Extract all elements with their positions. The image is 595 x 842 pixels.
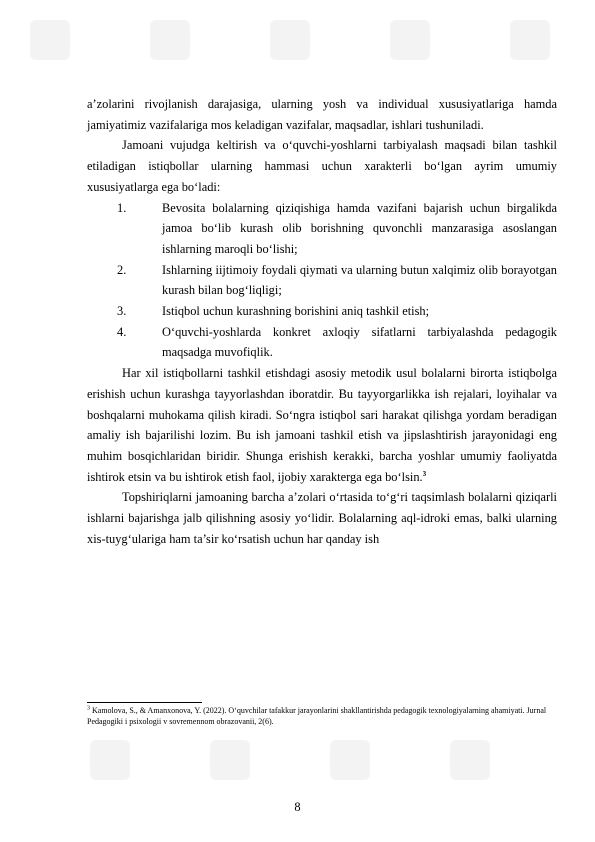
watermark-tile bbox=[450, 740, 490, 780]
footnote-separator bbox=[87, 702, 202, 703]
paragraph-collective: Jamoani vujudga keltirish va o‘quvchi-yoshlarni tarbiyalash maqsadi bilan tashkil etiladigan istiqbollar ularning hammasi uchun xarakterli bo‘lgan ayrim umumiy xususiyatlarga ega bo‘ladi: bbox=[87, 138, 557, 194]
watermark-tile bbox=[270, 20, 310, 60]
list-item bbox=[87, 322, 557, 363]
paragraph-continuation: a’zolarini rivojlanish darajasiga, ularning yosh va individual xususiyatlariga hamda jamiyatimiz vazifalariga mos keladigan vazifalar, maqsadlar, ishlari tushuniladi. bbox=[87, 97, 557, 132]
list-number: 2. bbox=[117, 262, 127, 277]
list-item bbox=[87, 301, 557, 322]
list-number: 1. bbox=[117, 200, 127, 215]
paragraph-assignments: Topshiriqlarni jamoaning barcha a’zolari o‘rtasida to‘g‘ri taqsimlash bolalarni qiziqarli ishlarni bajarishga jalb qilishning asosiy yo‘lidir. Bolalarning aql-idroki emas, balki ularning xis-tuyg‘ulariga ham ta’sir ko‘rsatish uchun har qanday ish bbox=[87, 490, 557, 546]
list-number: 3. bbox=[117, 304, 127, 319]
paragraph-methodology-text: Har xil istiqbollarni tashkil etishdagi asosiy metodik usul bolalarni birorta istiqbolga erishish uchun kurashga tayyorlashdan iboratdir. Bu tayyorgarlikka ish rejalari, loyihalar va boshqalarni muhokama qilish kiradi. So‘ngra istiqbol sari harakat qilishga yordam beradigan amaliy ish bajarilishi lozim. Bu ish jamoani tashkil etish va jipslashtirish jarayonidagi eng muhim bosqichlaridan biridir. Shunga erishish kerakki, barcha yoshlar umumiy faoliyatda ishtirok etsin va bu ishtirok etish faol, ijobiy xarakterga ega bo‘lsin. bbox=[87, 366, 557, 484]
list-text: Bevosita bolalarning qiziqishiga hamda vazifani bajarish uchun birgalikda jamoa bo‘lib kurash olib borishning quvonchli manzarasiga asoslangan ishlarning maroqli bo‘lishi; bbox=[162, 200, 557, 256]
list-text: Istiqbol uchun kurashning borishini aniq tashkil etish; bbox=[162, 304, 430, 319]
watermark-tile bbox=[90, 740, 130, 780]
list-text: Ishlarning iijtimoiy foydali qiymati va ularning butun xalqimiz olib borayotgan kurash bilan bog‘liqligi; bbox=[162, 262, 557, 298]
watermark-tile bbox=[150, 20, 190, 60]
footnote-text: Kamolova, S., & Amanxonova, Y. (2022). O‘quvchilar tafakkur jarayonlarini shakllantirishda pedagogik texnologiyalarning ahamiyati. Jurnal Pedagogiki i psixologii v sovremennom obrazovanii, 2(6). bbox=[87, 706, 547, 726]
footnote-reference[interactable]: 3 bbox=[422, 469, 427, 478]
list-text: O‘quvchi-yoshlarda konkret axloqiy sifatlarni tarbiyalashda pedagogik maqsadga muvofiqlik. bbox=[162, 324, 557, 360]
paragraph-methodology bbox=[87, 363, 557, 487]
watermark-tile bbox=[30, 20, 70, 60]
page-number: 8 bbox=[294, 800, 301, 814]
footnote-number: 3 bbox=[87, 705, 90, 712]
footnote bbox=[87, 706, 557, 727]
list-item bbox=[87, 260, 557, 301]
list-number: 4. bbox=[117, 324, 127, 339]
watermark-tile bbox=[330, 740, 370, 780]
watermark-tile bbox=[210, 740, 250, 780]
watermark-tile bbox=[390, 20, 430, 60]
watermark-tile bbox=[510, 20, 550, 60]
list-item bbox=[87, 198, 557, 260]
main-text bbox=[87, 94, 557, 549]
